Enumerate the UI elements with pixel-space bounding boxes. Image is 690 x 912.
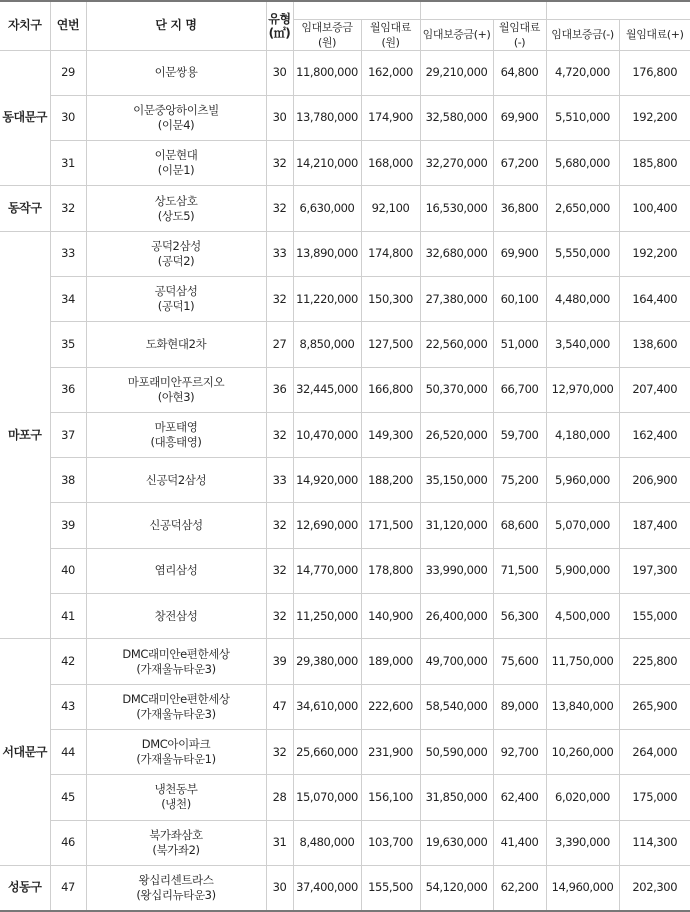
cell-rent-plus: 164,400 — [619, 276, 690, 321]
cell-rent: 174,800 — [361, 231, 420, 276]
cell-deposit-minus: 11,750,000 — [546, 639, 619, 684]
complex-subname-line: (아현3) — [157, 389, 195, 404]
cell-rent-minus: 89,000 — [493, 684, 546, 729]
cell-rent-minus: 67,200 — [493, 141, 546, 186]
cell-rent: 188,200 — [361, 458, 420, 503]
cell-deposit: 11,800,000 — [293, 50, 361, 95]
complex-name-line: 상도삼호 — [154, 193, 198, 208]
complex-subname-line: (상도5) — [157, 208, 195, 223]
row-number: 42 — [50, 639, 86, 684]
header-group-minus — [546, 1, 690, 19]
cell-deposit: 8,850,000 — [293, 322, 361, 367]
cell-rent: 231,900 — [361, 729, 420, 774]
cell-deposit-minus: 4,500,000 — [546, 594, 619, 639]
district-cell: 서대문구 — [0, 639, 50, 865]
complex-name-line: 신공덕삼성 — [149, 518, 203, 533]
cell-deposit: 37,400,000 — [293, 865, 361, 910]
complex-name — [86, 322, 266, 367]
cell-rent-plus: 207,400 — [619, 367, 690, 412]
district-cell: 마포구 — [0, 231, 50, 639]
table-row — [0, 729, 690, 774]
table-row — [0, 412, 690, 457]
cell-deposit-plus: 32,580,000 — [420, 95, 493, 140]
cell-rent: 178,800 — [361, 548, 420, 593]
complex-name — [86, 865, 266, 910]
cell-deposit: 15,070,000 — [293, 775, 361, 820]
complex-name-line: 북가좌삼호 — [149, 827, 203, 842]
cell-rent-plus: 114,300 — [619, 820, 690, 865]
cell-rent-minus: 69,900 — [493, 231, 546, 276]
cell-deposit: 14,210,000 — [293, 141, 361, 186]
cell-rent: 162,000 — [361, 50, 420, 95]
cell-rent: 222,600 — [361, 684, 420, 729]
cell-rent-plus: 138,600 — [619, 322, 690, 367]
header-district: 자치구 — [0, 1, 50, 50]
table-row — [0, 594, 690, 639]
complex-name — [86, 367, 266, 412]
complex-name — [86, 276, 266, 321]
table-row — [0, 865, 690, 910]
cell-deposit-minus: 5,070,000 — [546, 503, 619, 548]
header-deposit: 임대보증금(원) — [293, 19, 361, 50]
row-number: 37 — [50, 412, 86, 457]
cell-type: 30 — [266, 95, 293, 140]
cell-deposit-plus: 16,530,000 — [420, 186, 493, 231]
cell-deposit: 13,780,000 — [293, 95, 361, 140]
cell-type: 32 — [266, 412, 293, 457]
complex-name-line: DMC아이파크 — [141, 737, 211, 752]
cell-deposit-minus: 12,970,000 — [546, 367, 619, 412]
table-row — [0, 548, 690, 593]
complex-name-line: 도화현대2차 — [145, 336, 207, 351]
row-number: 46 — [50, 820, 86, 865]
cell-deposit-minus: 14,960,000 — [546, 865, 619, 910]
complex-name — [86, 412, 266, 457]
complex-subname-line: (가재울뉴타운3) — [136, 661, 216, 676]
cell-type: 32 — [266, 186, 293, 231]
cell-rent-minus: 56,300 — [493, 594, 546, 639]
complex-name — [86, 684, 266, 729]
complex-subname-line: (북가좌2) — [152, 842, 200, 857]
cell-rent: 171,500 — [361, 503, 420, 548]
cell-rent-plus: 197,300 — [619, 548, 690, 593]
complex-name — [86, 548, 266, 593]
cell-type: 30 — [266, 50, 293, 95]
row-number: 44 — [50, 729, 86, 774]
cell-deposit-plus: 54,120,000 — [420, 865, 493, 910]
header-group-base — [293, 1, 420, 19]
table-row — [0, 775, 690, 820]
cell-deposit: 8,480,000 — [293, 820, 361, 865]
cell-rent-plus: 264,000 — [619, 729, 690, 774]
table-row — [0, 367, 690, 412]
cell-type: 28 — [266, 775, 293, 820]
cell-rent: 140,900 — [361, 594, 420, 639]
row-number: 35 — [50, 322, 86, 367]
table-row — [0, 820, 690, 865]
cell-type: 32 — [266, 141, 293, 186]
district-cell: 동대문구 — [0, 50, 50, 186]
cell-deposit-plus: 22,560,000 — [420, 322, 493, 367]
cell-deposit-plus: 32,680,000 — [420, 231, 493, 276]
cell-rent-plus: 175,000 — [619, 775, 690, 820]
cell-deposit-plus: 26,400,000 — [420, 594, 493, 639]
cell-rent-minus: 64,800 — [493, 50, 546, 95]
row-number: 36 — [50, 367, 86, 412]
cell-deposit-minus: 5,550,000 — [546, 231, 619, 276]
cell-rent: 150,300 — [361, 276, 420, 321]
cell-rent-minus: 59,700 — [493, 412, 546, 457]
header-rent-minus: 월임대료(-) — [493, 19, 546, 50]
table-row — [0, 95, 690, 140]
complex-subname-line: (대흥태영) — [150, 435, 202, 450]
complex-subname-line: (이문1) — [157, 163, 195, 178]
cell-deposit-minus: 5,510,000 — [546, 95, 619, 140]
cell-deposit-minus: 3,390,000 — [546, 820, 619, 865]
cell-rent: 103,700 — [361, 820, 420, 865]
cell-rent: 92,100 — [361, 186, 420, 231]
cell-rent-plus: 192,200 — [619, 95, 690, 140]
row-number: 34 — [50, 276, 86, 321]
complex-name — [86, 458, 266, 503]
cell-rent: 149,300 — [361, 412, 420, 457]
cell-type: 33 — [266, 231, 293, 276]
header-name: 단 지 명 — [86, 1, 266, 50]
row-number: 47 — [50, 865, 86, 910]
cell-deposit-plus: 50,370,000 — [420, 367, 493, 412]
cell-deposit: 10,470,000 — [293, 412, 361, 457]
complex-name — [86, 141, 266, 186]
cell-deposit-plus: 19,630,000 — [420, 820, 493, 865]
cell-deposit-minus: 5,960,000 — [546, 458, 619, 503]
cell-rent-plus: 100,400 — [619, 186, 690, 231]
cell-deposit-plus: 31,850,000 — [420, 775, 493, 820]
cell-deposit-plus: 33,990,000 — [420, 548, 493, 593]
cell-type: 36 — [266, 367, 293, 412]
cell-rent-minus: 75,600 — [493, 639, 546, 684]
complex-name-line: 이문쌍용 — [154, 65, 198, 80]
cell-deposit-minus: 6,020,000 — [546, 775, 619, 820]
cell-rent-plus: 225,800 — [619, 639, 690, 684]
cell-rent: 127,500 — [361, 322, 420, 367]
cell-type: 39 — [266, 639, 293, 684]
cell-deposit-minus: 13,840,000 — [546, 684, 619, 729]
row-number: 30 — [50, 95, 86, 140]
cell-rent: 168,000 — [361, 141, 420, 186]
complex-subname-line: (가재울뉴타운3) — [136, 706, 216, 721]
complex-name-line: 창전삼성 — [154, 608, 198, 623]
cell-deposit: 29,380,000 — [293, 639, 361, 684]
complex-name — [86, 231, 266, 276]
cell-deposit: 12,690,000 — [293, 503, 361, 548]
complex-name-line: DMC래미안e편한세상 — [122, 646, 230, 661]
cell-rent-minus: 51,000 — [493, 322, 546, 367]
complex-name — [86, 503, 266, 548]
cell-deposit-plus: 32,270,000 — [420, 141, 493, 186]
row-number: 39 — [50, 503, 86, 548]
complex-name-line: 왕십리센트라스 — [138, 872, 214, 887]
cell-rent: 174,900 — [361, 95, 420, 140]
cell-rent-minus: 92,700 — [493, 729, 546, 774]
cell-rent-plus: 176,800 — [619, 50, 690, 95]
cell-deposit-plus: 58,540,000 — [420, 684, 493, 729]
complex-name-line: 마포래미안푸르지오 — [127, 374, 225, 389]
cell-deposit-plus: 49,700,000 — [420, 639, 493, 684]
complex-name — [86, 729, 266, 774]
cell-rent: 166,800 — [361, 367, 420, 412]
cell-rent: 155,500 — [361, 865, 420, 910]
complex-name-line: 공덕삼성 — [154, 284, 198, 299]
table-row — [0, 141, 690, 186]
row-number: 32 — [50, 186, 86, 231]
cell-deposit-minus: 5,900,000 — [546, 548, 619, 593]
cell-rent-plus: 187,400 — [619, 503, 690, 548]
cell-type: 47 — [266, 684, 293, 729]
row-number: 45 — [50, 775, 86, 820]
complex-subname-line: (냉천) — [161, 797, 191, 812]
cell-rent-minus: 75,200 — [493, 458, 546, 503]
header-no: 연번 — [50, 1, 86, 50]
cell-type: 32 — [266, 729, 293, 774]
cell-type: 27 — [266, 322, 293, 367]
header-group-plus — [420, 1, 546, 19]
row-number: 31 — [50, 141, 86, 186]
header-deposit-minus: 임대보증금(-) — [546, 19, 619, 50]
cell-rent: 156,100 — [361, 775, 420, 820]
district-cell: 동작구 — [0, 186, 50, 231]
cell-deposit: 14,770,000 — [293, 548, 361, 593]
row-number: 41 — [50, 594, 86, 639]
cell-deposit-plus: 31,120,000 — [420, 503, 493, 548]
header-deposit-plus: 임대보증금(+) — [420, 19, 493, 50]
complex-name-line: 마포태영 — [154, 420, 198, 435]
cell-deposit: 11,250,000 — [293, 594, 361, 639]
cell-deposit-plus: 27,380,000 — [420, 276, 493, 321]
complex-name — [86, 594, 266, 639]
cell-deposit-plus: 29,210,000 — [420, 50, 493, 95]
cell-rent-plus: 206,900 — [619, 458, 690, 503]
cell-rent-minus: 41,400 — [493, 820, 546, 865]
cell-type: 33 — [266, 458, 293, 503]
cell-type: 32 — [266, 548, 293, 593]
cell-rent-minus: 62,200 — [493, 865, 546, 910]
complex-name-line: 염리삼성 — [154, 563, 198, 578]
cell-type: 32 — [266, 503, 293, 548]
cell-rent-minus: 66,700 — [493, 367, 546, 412]
table-row — [0, 276, 690, 321]
cell-rent-plus: 162,400 — [619, 412, 690, 457]
cell-deposit-minus: 4,180,000 — [546, 412, 619, 457]
table-row — [0, 458, 690, 503]
row-number: 40 — [50, 548, 86, 593]
complex-subname-line: (공덕2) — [157, 253, 195, 268]
cell-rent-minus: 62,400 — [493, 775, 546, 820]
table-body — [0, 50, 690, 911]
cell-deposit: 32,445,000 — [293, 367, 361, 412]
complex-name — [86, 50, 266, 95]
cell-deposit: 14,920,000 — [293, 458, 361, 503]
complex-name — [86, 820, 266, 865]
complex-name — [86, 186, 266, 231]
cell-rent-plus: 265,900 — [619, 684, 690, 729]
cell-deposit: 34,610,000 — [293, 684, 361, 729]
row-number: 38 — [50, 458, 86, 503]
district-cell: 성동구 — [0, 865, 50, 910]
cell-rent-plus: 185,800 — [619, 141, 690, 186]
cell-deposit-minus: 3,540,000 — [546, 322, 619, 367]
cell-rent-minus: 68,600 — [493, 503, 546, 548]
cell-rent: 189,000 — [361, 639, 420, 684]
table-row — [0, 186, 690, 231]
table-row — [0, 639, 690, 684]
table-row — [0, 50, 690, 95]
cell-deposit-minus: 5,680,000 — [546, 141, 619, 186]
cell-deposit: 11,220,000 — [293, 276, 361, 321]
complex-name — [86, 639, 266, 684]
cell-deposit: 13,890,000 — [293, 231, 361, 276]
complex-subname-line: (가재울뉴타운1) — [136, 752, 216, 767]
cell-rent-minus: 36,800 — [493, 186, 546, 231]
cell-deposit-minus: 2,650,000 — [546, 186, 619, 231]
complex-name-line: DMC래미안e편한세상 — [122, 691, 230, 706]
complex-name-line: 신공덕2삼성 — [145, 472, 207, 487]
cell-deposit-minus: 10,260,000 — [546, 729, 619, 774]
complex-name-line: 공덕2삼성 — [151, 238, 201, 253]
table-row — [0, 684, 690, 729]
cell-type: 30 — [266, 865, 293, 910]
cell-rent-minus: 69,900 — [493, 95, 546, 140]
cell-type: 31 — [266, 820, 293, 865]
header-type: 유형 (㎡) — [266, 1, 293, 50]
complex-subname-line: (이문4) — [157, 117, 195, 132]
complex-subname-line: (왕십리뉴타운3) — [136, 887, 216, 902]
complex-subname-line: (공덕1) — [157, 299, 195, 314]
cell-rent-minus: 71,500 — [493, 548, 546, 593]
cell-deposit: 25,660,000 — [293, 729, 361, 774]
row-number: 33 — [50, 231, 86, 276]
table-row — [0, 503, 690, 548]
cell-deposit-plus: 26,520,000 — [420, 412, 493, 457]
table-row — [0, 322, 690, 367]
cell-deposit-minus: 4,720,000 — [546, 50, 619, 95]
header-rent: 월임대료(원) — [361, 19, 420, 50]
complex-name-line: 이문중앙하이츠빌 — [133, 102, 219, 117]
cell-type: 32 — [266, 594, 293, 639]
cell-deposit-plus: 35,150,000 — [420, 458, 493, 503]
table-header — [0, 1, 690, 50]
cell-rent-plus: 202,300 — [619, 865, 690, 910]
complex-name — [86, 775, 266, 820]
table-row — [0, 231, 690, 276]
cell-deposit-plus: 50,590,000 — [420, 729, 493, 774]
header-rent-plus: 월임대료(+) — [619, 19, 690, 50]
cell-rent-minus: 60,100 — [493, 276, 546, 321]
cell-type: 32 — [266, 276, 293, 321]
cell-deposit: 6,630,000 — [293, 186, 361, 231]
cell-rent-plus: 192,200 — [619, 231, 690, 276]
row-number: 43 — [50, 684, 86, 729]
cell-rent-plus: 155,000 — [619, 594, 690, 639]
row-number: 29 — [50, 50, 86, 95]
cell-deposit-minus: 4,480,000 — [546, 276, 619, 321]
complex-name — [86, 95, 266, 140]
complex-name-line: 냉천동부 — [154, 782, 198, 797]
complex-name-line: 이문현대 — [154, 148, 198, 163]
